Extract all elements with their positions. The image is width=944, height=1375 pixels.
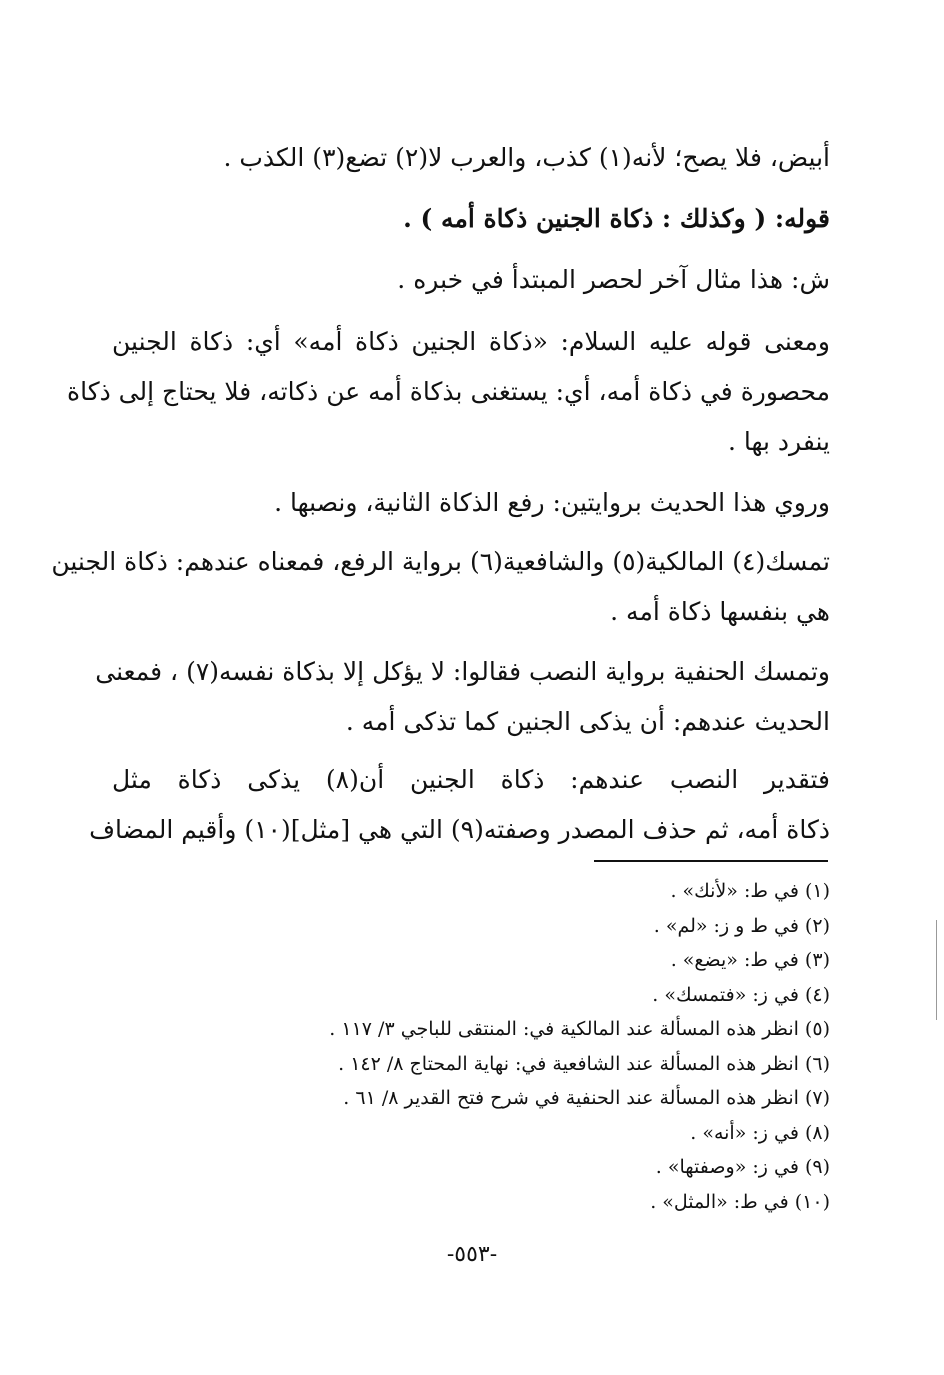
body-line-3: ش: هذا مثال آخر لحصر المبتدأ في خبره . xyxy=(397,265,830,294)
body-line-6: ينفرد بها . xyxy=(727,427,830,456)
body-line-1: أبيض، فلا يصح؛ لأنه(١) كذب، والعرب لا(٢) تضع(٣) الكذب . xyxy=(223,143,830,172)
body-line-10: وتمسك الحنفية برواية النصب فقالوا: لا يؤكل إلا بذكاة نفسه(٧) ، فمعنى xyxy=(95,657,830,686)
footnote-9: (٩) في ز: «وصفتها» . xyxy=(655,1156,830,1178)
footnote-6: (٦) انظر هذه المسألة عند الشافعية في: نهاية المحتاج ٨/ ١٤٢ . xyxy=(338,1053,830,1075)
footnote-separator xyxy=(594,860,828,862)
footnote-5: (٥) انظر هذه المسألة عند المالكية في: المنتقى للباجي ٣/ ١١٧ . xyxy=(329,1018,830,1040)
footnote-10: (١٠) في ط: «المثل» . xyxy=(650,1191,830,1213)
footnote-7: (٧) انظر هذه المسألة عند الحنفية في شرح فتح القدير ٨/ ٦١ . xyxy=(343,1087,830,1109)
body-line-7: وروي هذا الحديث بروايتين: رفع الذكاة الثانية، ونصبها . xyxy=(274,488,830,517)
body-line-8: تمسك(٤) المالكية(٥) والشافعية(٦) برواية الرفع، فمعناه عندهم: ذكاة الجنين xyxy=(51,547,830,576)
footnote-2: (٢) في ط و ز: «لم» . xyxy=(653,915,830,937)
body-line-2-heading: قوله: ( وكذلك : ذكاة الجنين ذكاة أمه ) . xyxy=(403,204,830,233)
page-number: -٥٥٣- xyxy=(446,1242,498,1267)
footnote-1: (١) في ط: «لأنك» . xyxy=(670,880,830,902)
scan-edge-line xyxy=(936,920,937,1020)
body-line-4: ومعنى قوله عليه السلام: «ذكاة الجنين ذكاة أمه» أي: ذكاة الجنين xyxy=(112,327,830,356)
body-line-13: ذكاة أمه، ثم حذف المصدر وصفته(٩) التي هي [مثل](١٠) وأقيم المضاف xyxy=(89,815,830,844)
footnote-8: (٨) في ز: «أنه» . xyxy=(690,1122,830,1144)
body-line-9: هي بنفسها ذكاة أمه . xyxy=(610,597,830,626)
body-line-5: محصورة في ذكاة أمه، أي: يستغنى بذكاة أمه عن ذكاته، فلا يحتاج إلى ذكاة xyxy=(66,377,830,406)
footnote-4: (٤) في ز: «فتمسك» . xyxy=(652,984,830,1006)
footnote-3: (٣) في ط: «يضع» . xyxy=(670,949,830,971)
body-line-12: فتقدير النصب عندهم: ذكاة الجنين أن(٨) يذكى ذكاة مثل xyxy=(112,765,830,794)
body-line-11: الحديث عندهم: أن يذكى الجنين كما تذكى أمه . xyxy=(345,707,830,736)
